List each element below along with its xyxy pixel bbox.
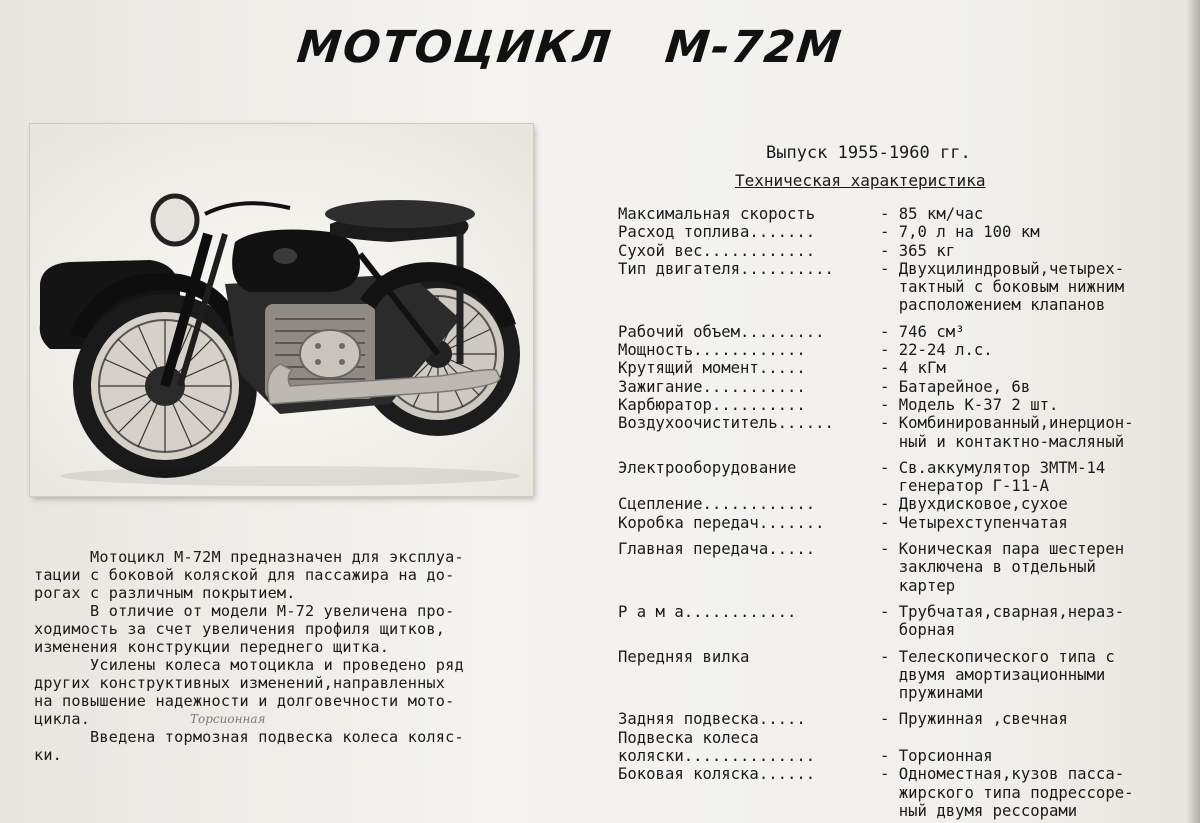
spec-value: - 22-24 л.с.	[880, 341, 993, 360]
spec-value: - Трубчатая,сварная,нераз-	[880, 602, 1125, 621]
spec-row	[618, 577, 1188, 595]
spec-row	[618, 414, 1188, 432]
spec-value: борная	[880, 621, 956, 640]
spec-label: Максимальная скорость	[618, 205, 816, 223]
motorcycle-with-sidecar-image	[30, 124, 533, 496]
spec-row	[618, 260, 1188, 278]
spec-label: Подвеска колеса	[618, 728, 759, 747]
description-line: других конструктивных изменений,направленных	[34, 674, 446, 692]
spec-label: коляски..............	[618, 747, 816, 766]
description-line: В отличие от модели М-72 увеличена про-	[34, 602, 455, 620]
spec-row	[618, 359, 1188, 377]
spec-label: Электрооборудование	[618, 458, 797, 477]
spec-row	[618, 296, 1188, 314]
spec-value: - 7,0 л на 100 км	[880, 223, 1040, 242]
spec-label-continuation	[618, 558, 880, 576]
spec-value: - Модель К-37 2 шт.	[880, 395, 1059, 414]
spec-row	[618, 729, 1188, 747]
description-line: ки.	[34, 746, 63, 764]
spec-row	[618, 603, 1188, 621]
spec-value: картер	[880, 576, 956, 595]
spec-label-continuation	[618, 684, 880, 702]
spec-value: - Одноместная,кузов пасса-	[880, 765, 1125, 784]
spec-row	[618, 802, 1188, 820]
spec-row	[618, 378, 1188, 396]
spec-value: - Батарейное, 6в	[880, 377, 1031, 396]
spec-label: Тип двигателя..........	[618, 259, 834, 278]
spec-row	[618, 477, 1188, 495]
description-line: тации с боковой коляской для пассажира на до-	[34, 566, 455, 584]
spec-label: Рабочий объем.........	[618, 322, 825, 341]
spec-label-continuation	[618, 433, 880, 451]
spec-row	[618, 495, 1188, 513]
spec-label: Крутящий момент.....	[618, 359, 806, 378]
spec-value: жирского типа подрессоре-	[880, 783, 1134, 802]
spec-value: тактный с боковым нижним	[880, 278, 1125, 297]
spec-value: - 746 см³	[880, 322, 965, 341]
spec-row	[618, 459, 1188, 477]
description-line: цикла.	[34, 710, 91, 728]
spec-label: Передняя вилка	[618, 647, 750, 666]
spec-row	[618, 514, 1188, 532]
spec-label: Задняя подвеска.....	[618, 710, 806, 729]
spec-row	[618, 747, 1188, 765]
spec-row	[618, 648, 1188, 666]
spec-gap	[618, 315, 1188, 323]
spec-row	[618, 784, 1188, 802]
spec-label: Карбюратор..........	[618, 395, 806, 414]
spec-label: Расход топлива.......	[618, 223, 816, 242]
spec-value: - Двухдисковое,сухое	[880, 495, 1068, 514]
spec-label: Зажигание...........	[618, 377, 806, 396]
spec-row	[618, 433, 1188, 451]
spec-row	[618, 278, 1188, 296]
spec-label: Мощность............	[618, 341, 806, 360]
spec-value: - Телескопического типа с	[880, 647, 1115, 666]
spec-row	[618, 540, 1188, 558]
description-line: изменения конструкции переднего щитка.	[34, 638, 390, 656]
spec-label: Сухой вес............	[618, 241, 816, 260]
spec-row	[618, 621, 1188, 639]
spec-value: - 4 кГм	[880, 359, 946, 378]
spec-label-continuation	[618, 802, 880, 820]
spec-value: пружинами	[880, 684, 984, 703]
spec-value: заключена в отдельный	[880, 558, 1096, 577]
spec-value: - Двухцилиндровый,четырех-	[880, 259, 1125, 278]
pencil-annotation: Торсионная	[190, 712, 266, 726]
spec-label-continuation	[618, 621, 880, 639]
spec-gap	[618, 702, 1188, 710]
spec-row	[618, 223, 1188, 241]
spec-row	[618, 242, 1188, 260]
spec-gap	[618, 640, 1188, 648]
spec-label-continuation	[618, 577, 880, 595]
page-title	[0, 22, 1143, 73]
spec-row	[618, 323, 1188, 341]
spec-value: - Св.аккумулятор ЗМТМ-14	[880, 458, 1106, 477]
issue-years: Выпуск 1955-1960 гг.	[766, 143, 971, 163]
spec-value: - Комбинированный,инерцион-	[880, 414, 1134, 433]
spec-label-continuation	[618, 784, 880, 802]
title-word-motorcycle: МОТОЦИКЛ	[294, 22, 615, 73]
spec-label: Р а м а............	[618, 602, 797, 621]
spec-value: - Торсионная	[880, 747, 993, 766]
spec-value: ный двумя рессорами	[880, 801, 1078, 820]
spec-value: - Четырехступенчатая	[880, 513, 1068, 532]
spec-row	[618, 558, 1188, 576]
description-line: Усилены колеса мотоцикла и проведено ряд	[34, 656, 464, 674]
spec-row	[618, 205, 1188, 223]
spec-gap	[618, 532, 1188, 540]
spec-value: ный и контактно-масляный	[880, 432, 1125, 451]
spec-label-continuation	[618, 278, 880, 296]
spec-gap	[618, 595, 1188, 603]
spec-label-continuation	[618, 477, 880, 495]
description-paragraph	[34, 548, 574, 764]
spec-label: Боковая коляска......	[618, 765, 816, 784]
spec-value: - 365 кг	[880, 241, 956, 260]
spec-value: генератор Г-11-А	[880, 477, 1049, 496]
spec-row	[618, 341, 1188, 359]
spec-value: - 85 км/час	[880, 205, 984, 223]
spec-value: - Коническая пара шестерен	[880, 540, 1125, 559]
spec-value: расположением клапанов	[880, 296, 1106, 315]
spec-table	[618, 205, 1188, 820]
spec-value: - Пружинная ,свечная	[880, 710, 1068, 729]
spec-label: Сцепление............	[618, 495, 816, 514]
spec-label-continuation	[618, 666, 880, 684]
spec-value: двумя амортизационными	[880, 665, 1106, 684]
spec-label: Главная передача.....	[618, 540, 816, 559]
description-line: Введена тормозная подвеска колеса коляс-	[34, 728, 464, 746]
spec-heading: Техническая характеристика	[735, 171, 986, 190]
title-word-model: М-72М	[662, 22, 846, 73]
spec-row	[618, 765, 1188, 783]
description-line: на повышение надежности и долговечности мото-	[34, 692, 455, 710]
spec-label: Коробка передач.......	[618, 513, 825, 532]
description-line: Мотоцикл М-72М предназначен для эксплуа-	[34, 548, 464, 566]
spec-row	[618, 710, 1188, 728]
motorcycle-photo	[30, 124, 533, 496]
spec-label-continuation	[618, 296, 880, 314]
spec-row	[618, 666, 1188, 684]
spec-row	[618, 396, 1188, 414]
description-line: рогах с различным покрытием.	[34, 584, 296, 602]
spec-row	[618, 684, 1188, 702]
spec-gap	[618, 451, 1188, 459]
description-line: ходимость за счет увеличения профиля щитков,	[34, 620, 446, 638]
spec-label: Воздухоочиститель......	[618, 414, 834, 433]
